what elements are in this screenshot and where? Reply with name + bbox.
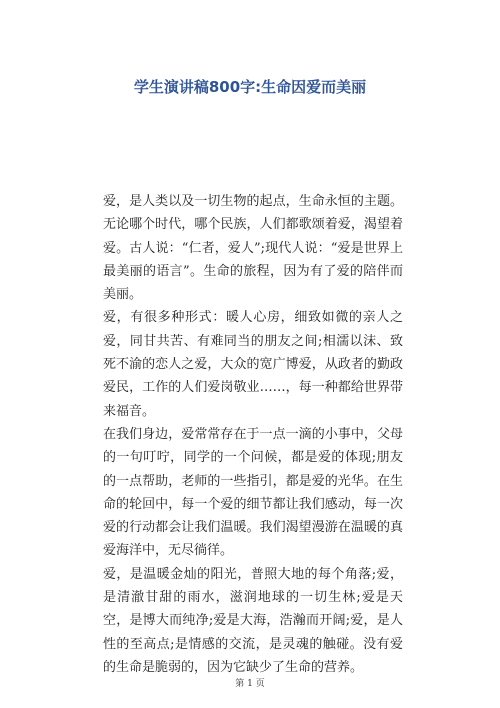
paragraph: 爱，是温暖金灿的阳光，普照大地的每个角落;爱，是清澈甘甜的雨水，滋润地球的一切生林;爱是天空，是博大而纯净;爱是大海，浩瀚而开阔;爱，是人性的至高点;是情感的交流，是灵魂的触碰。没有爱的生命是脆弱的，因为它缺少了生命的营养。 <box>103 566 403 675</box>
paragraph: 爱，是人类以及一切生物的起点，生命永恒的主题。无论哪个时代，哪个民族，人们都歌颂着爱，渴望着爱。古人说：“仁者，爱人”;现代人说：“爱是世界上最美丽的语言”。生命的旅程，因为有了爱的陪伴而美丽。 <box>103 194 403 303</box>
document-body <box>103 190 403 679</box>
document-title: 学生演讲稿800字:生命因爱而美丽 <box>133 78 367 96</box>
paragraph: 爱，有很多种形式：暖人心房，细致如微的亲人之爱，同甘共苦、有难同当的朋友之间;相濡以沫、致死不渝的恋人之爱，大众的宽广博爱，从政者的勤政爱民，工作的人们爱岗敬业……，每一种都给世界带来福音。 <box>103 310 403 419</box>
paragraph: 在我们身边，爱常常存在于一点一滴的小事中，父母的一句叮咛，同学的一个问候，都是爱的体现;朋友的一点帮助，老师的一些指引，都是爱的光华。在生命的轮回中，每一个爱的细节都让我们感动，每一次爱的行动都会让我们温暖。我们渴望漫游在温暖的真爱海洋中，无尽徜徉。 <box>103 426 403 559</box>
page-number: 第 1 页 <box>235 679 265 689</box>
